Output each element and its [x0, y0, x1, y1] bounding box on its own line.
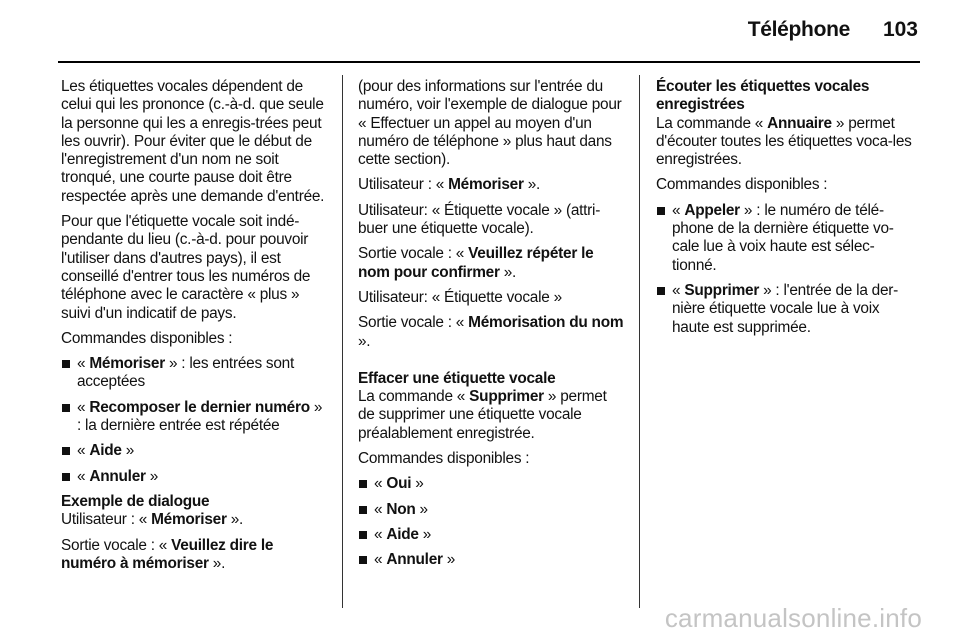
- paragraph: La commande « Annuaire » permet d'écouter toutes les étiquettes voca-les enregistrées.: [656, 114, 912, 169]
- watermark: carmanualsonline.info: [664, 603, 922, 633]
- list-item: « Recomposer le dernier numéro » : la dernière entrée est répétée: [61, 399, 329, 436]
- command-name: Annuler: [89, 467, 146, 485]
- command-name: Non: [386, 500, 416, 518]
- column-divider-2: [639, 75, 640, 608]
- dialog-line: Utilisateur : « Mémoriser ».: [358, 176, 541, 194]
- dialog-line: Sortie vocale : « Veuillez répéter le nom pour confirmer ».: [358, 245, 594, 281]
- paragraph: (pour des informations sur l'entrée du numéro, voir l'exemple de dialogue pour « Effectuer un appel au moyen d'un numéro de téléphone » plus haut dans cette section).: [358, 78, 622, 169]
- list-item: « Annuler »: [358, 551, 626, 569]
- column-1: [61, 78, 329, 580]
- list-item: « Appeler » : le numéro de télé-phone de la dernière étiquette vo-cale lue à voix haute est sélec-tionné.: [656, 202, 918, 275]
- commands-label: Commandes disponibles :: [358, 450, 530, 468]
- paragraph: Les étiquettes vocales dépendent de celui qui les prononce (c.-à-d. que seule la personne qui les a enregis-trées peut les ouvrir). Pour éviter que le début de l'enregistrement d'un nom ne soit tronqué, une courte pause doit être respectée après une demande d'entrée.: [61, 78, 325, 205]
- dialog-line: Sortie vocale : « Veuillez dire le numéro à mémoriser ».: [61, 536, 274, 572]
- command-name: Recomposer le dernier numéro: [89, 398, 310, 416]
- section-title: Téléphone: [747, 18, 850, 41]
- command-name: Aide: [89, 442, 122, 460]
- list-item: « Non »: [358, 501, 626, 519]
- paragraph: La commande « Supprimer » permet de supprimer une étiquette vocale préalablement enregistrée.: [358, 388, 607, 442]
- list-item: « Oui »: [358, 475, 626, 493]
- dialog-line: Sortie vocale : « Mémorisation du nom ».: [358, 314, 624, 350]
- list-item: « Mémoriser » : les entrées sont acceptées: [61, 355, 329, 392]
- commands-label: Commandes disponibles :: [656, 176, 828, 194]
- section-heading: Écouter les étiquettes vocales enregistrées: [656, 78, 870, 114]
- section-heading: Exemple de dialogue: [61, 492, 210, 510]
- list-item: « Annuler »: [61, 468, 329, 486]
- section-heading: Effacer une étiquette vocale: [358, 369, 556, 387]
- list-item: « Supprimer » : l'entrée de la der-nière étiquette vocale lue à voix haute est supprimée.: [656, 282, 918, 337]
- command-name: Supprimer: [684, 281, 760, 299]
- paragraph: Pour que l'étiquette vocale soit indé-pendante du lieu (c.-à-d. pour pouvoir l'utiliser dans d'autres pays), il est conseillé d'entrer tous les numéros de téléphone avec le caractère « plus » suivi d'un indicatif de pays.: [61, 213, 311, 322]
- column-divider-1: [342, 75, 343, 608]
- command-name: Annuler: [386, 551, 443, 569]
- dialog-line: Utilisateur: « Étiquette vocale »: [358, 288, 562, 306]
- command-name: Aide: [386, 525, 419, 543]
- dialog-line: Utilisateur: « Étiquette vocale » (attri-buer une étiquette vocale).: [358, 201, 601, 238]
- command-name: Oui: [386, 475, 412, 493]
- column-3: [656, 78, 918, 344]
- page-header: [0, 18, 960, 48]
- list-item: « Aide »: [61, 442, 329, 460]
- command-name: Appeler: [684, 201, 740, 219]
- header-rule: [58, 61, 920, 63]
- command-name: Mémoriser: [89, 355, 165, 373]
- dialog-line: Utilisateur : « Mémoriser ».: [61, 511, 244, 529]
- column-2: [358, 78, 626, 577]
- list-item: « Aide »: [358, 526, 626, 544]
- commands-label: Commandes disponibles :: [61, 329, 233, 347]
- page-number: 103: [882, 18, 918, 41]
